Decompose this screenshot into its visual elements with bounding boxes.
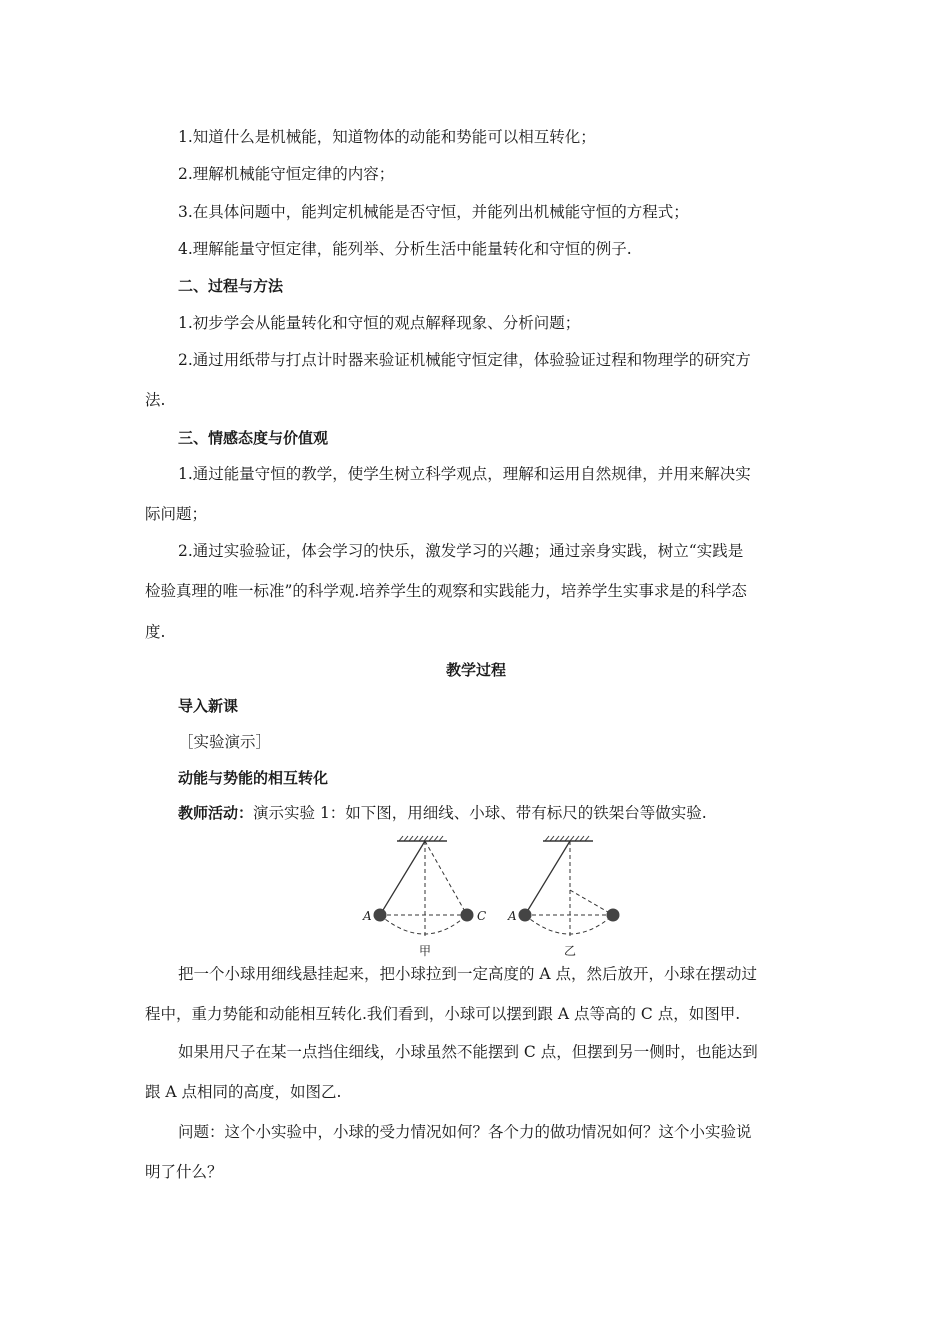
section3-item1-line2: 际问题； bbox=[145, 505, 208, 523]
section3-item1-line1: 1.通过能量守恒的教学，使学生树立科学观点，理解和运用自然规律，并用来解决实 bbox=[178, 465, 751, 483]
section2-item1: 1.初步学会从能量转化和守恒的观点解释现象、分析问题； bbox=[178, 314, 581, 332]
right-caption: 乙 bbox=[564, 944, 577, 958]
pendulum-figure bbox=[355, 833, 655, 963]
paragraph3-line2: 明了什么？ bbox=[145, 1163, 223, 1181]
section3-item2-line2: 检验真理的唯一标准”的科学观.培养学生的观察和实践能力，培养学生实事求是的科学态 bbox=[145, 582, 747, 600]
section2-heading: 二、过程与方法 bbox=[178, 277, 284, 295]
paragraph1-line1: 把一个小球用细线悬挂起来，把小球拉到一定高度的 A 点，然后放开，小球在摆动过 bbox=[178, 965, 758, 983]
paragraph2-line1: 如果用尺子在某一点挡住细线，小球虽然不能摆到 C 点，但摆到另一侧时，也能达到 bbox=[178, 1043, 758, 1061]
teacher-label: 教师活动： bbox=[178, 804, 254, 822]
knowledge-goal-3: 3.在具体问题中，能判定机械能是否守恒，并能列出机械能守恒的方程式； bbox=[178, 203, 689, 221]
paragraph1-line2: 程中，重力势能和动能相互转化.我们看到，小球可以摆到跟 A 点等高的 C 点，如图甲. bbox=[145, 1005, 741, 1023]
knowledge-goal-1: 1.知道什么是机械能，知道物体的动能和势能可以相互转化； bbox=[178, 128, 596, 146]
process-title: 教学过程 bbox=[445, 661, 506, 679]
pendulum-left bbox=[362, 836, 486, 958]
section3-item2-line3: 度. bbox=[145, 623, 166, 641]
left-label-c: C bbox=[477, 909, 487, 923]
left-caption: 甲 bbox=[419, 944, 432, 958]
section3-heading: 三、情感态度与价值观 bbox=[178, 429, 329, 447]
pendulum-right bbox=[507, 836, 620, 958]
intro-heading: 导入新课 bbox=[178, 697, 239, 715]
section2-item2-line1: 2.通过用纸带与打点计时器来验证机械能守恒定律，体验验证过程和物理学的研究方 bbox=[178, 351, 751, 369]
paragraph3-line1: 问题：这个小实验中，小球的受力情况如何？各个力的做功情况如何？这个小实验说 bbox=[178, 1123, 752, 1141]
right-label-a: A bbox=[508, 909, 517, 923]
section3-item2-line1: 2.通过实验验证，体会学习的快乐，激发学习的兴趣；通过亲身实践，树立“实践是 bbox=[178, 542, 744, 560]
knowledge-goal-4: 4.理解能量守恒定律，能列举、分析生活中能量转化和守恒的例子. bbox=[178, 240, 632, 258]
section2-item2-line2: 法. bbox=[145, 391, 166, 409]
pendulum-diagram bbox=[355, 833, 655, 963]
knowledge-goal-2: 2.理解机械能守恒定律的内容； bbox=[178, 165, 395, 183]
teacher-activity bbox=[178, 803, 840, 823]
demo-tag: ［实验演示］ bbox=[178, 733, 272, 751]
teacher-text: 演示实验 1：如下图，用细线、小球、带有标尺的铁架台等做实验. bbox=[253, 804, 707, 822]
left-label-a: A bbox=[363, 909, 372, 923]
subheading: 动能与势能的相互转化 bbox=[178, 769, 329, 787]
paragraph2-line2: 跟 A 点相同的高度，如图乙. bbox=[145, 1083, 342, 1101]
